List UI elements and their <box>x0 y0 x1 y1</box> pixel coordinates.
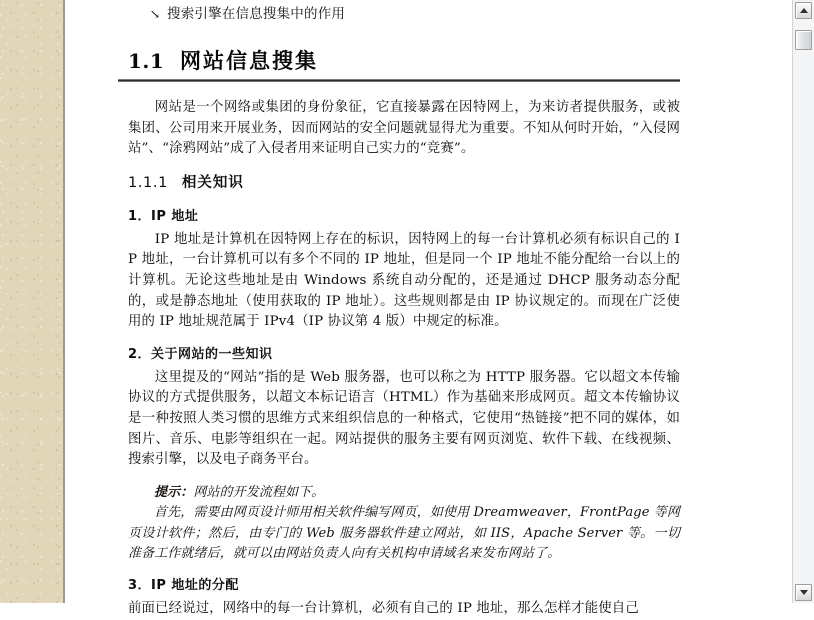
subsection-title: 相关知识 <box>181 174 244 191</box>
vertical-scrollbar[interactable] <box>792 0 814 603</box>
item-heading-website-knowledge: 2．关于网站的一些知识 <box>128 346 273 362</box>
document-page <box>65 0 792 617</box>
page-content <box>128 0 680 620</box>
item-paragraph-ip-address: IP 地址是计算机在因特网上存在的标识，因特网上的每一台计算机必须有标识自己的 IP 地址，一台计算机可以有多个不同的 IP 地址，但是同一个 IP 地址不能分配给一台以上的计算机。无论这些地址是由 Windows 系统自动分配的，还是通过 DHCP 服务动态分配的，或是静态地址（使用获取的 IP 地址）。这些规则都是由 IP 协议规定的。而现在广泛使用的 IP 地址规范属于 IPv4（IP 协议第 4 版）中规定的标准。 <box>128 231 680 330</box>
item-heading-ip-allocation: 3．IP 地址的分配 <box>128 578 239 594</box>
section-heading <box>128 48 680 74</box>
section-title: 网站信息搜集 <box>180 48 318 73</box>
tip-body-paragraph: 首先，需要由网页设计师用相关软件编写网页，如使用 Dreamweaver，FrontPage 等网页设计软件；然后，由专门的 Web 服务器软件建立网站，如 IIS，Apache Server 等。一切准备工作就绪后，就可以由网站负责人向有关机构申请域名来发布网站了。 <box>128 505 680 561</box>
item-heading-ip-address: 1．IP 地址 <box>128 208 199 224</box>
scroll-down-arrow-icon <box>800 590 808 595</box>
viewer-desk-background <box>0 0 63 603</box>
scroll-up-button[interactable] <box>795 2 812 19</box>
scroll-down-button[interactable] <box>795 584 812 601</box>
intro-paragraph: 网站是一个网络或集团的身份象征，它直接暴露在因特网上，为来访者提供服务，或被集团、公司用来开展业务，因而网站的安全问题就显得尤为重要。不知从何时开始，“入侵网站”、“涂鸦网站”成了入侵者用来证明自己实力的“竞赛”。 <box>128 100 680 157</box>
tip-lead-paragraph <box>128 483 680 503</box>
scrollbar-track[interactable] <box>794 19 814 584</box>
tip-lead-text: 网站的开发流程如下。 <box>193 484 325 500</box>
list-item <box>128 4 680 26</box>
item-paragraph-ip-allocation: 前面已经说过，网络中的每一台计算机，必须有自己的 IP 地址，那么怎样才能使自己 <box>128 601 639 617</box>
item-paragraph-website-knowledge: 这里提及的“网站”指的是 Web 服务器，也可以称之为 HTTP 服务器。它以超文本传输协议的方式提供服务，以超文本标记语言（HTML）作为基础来形成网页。超文本传输协议是一种按照人类习惯的思维方式来组织信息的一种格式，它使用“热链接”把不同的媒体，如图片、音乐、电影等组织在一起。网站提供的服务主要有网页浏览、软件下载、在线视频、搜索引擎，以及电子商务平台。 <box>128 369 680 468</box>
scrollbar-thumb[interactable] <box>795 30 812 50</box>
scroll-up-arrow-icon <box>800 8 808 13</box>
down-right-arrow-bullet-icon: ↘ <box>149 7 161 21</box>
subsection-number: 1.1.1 <box>128 174 168 191</box>
list-item-label: 搜索引擎在信息搜集中的作用 <box>167 6 346 22</box>
section-number: 1.1 <box>128 49 165 73</box>
subsection-heading <box>128 173 680 193</box>
tip-label: 提示： <box>154 484 194 500</box>
